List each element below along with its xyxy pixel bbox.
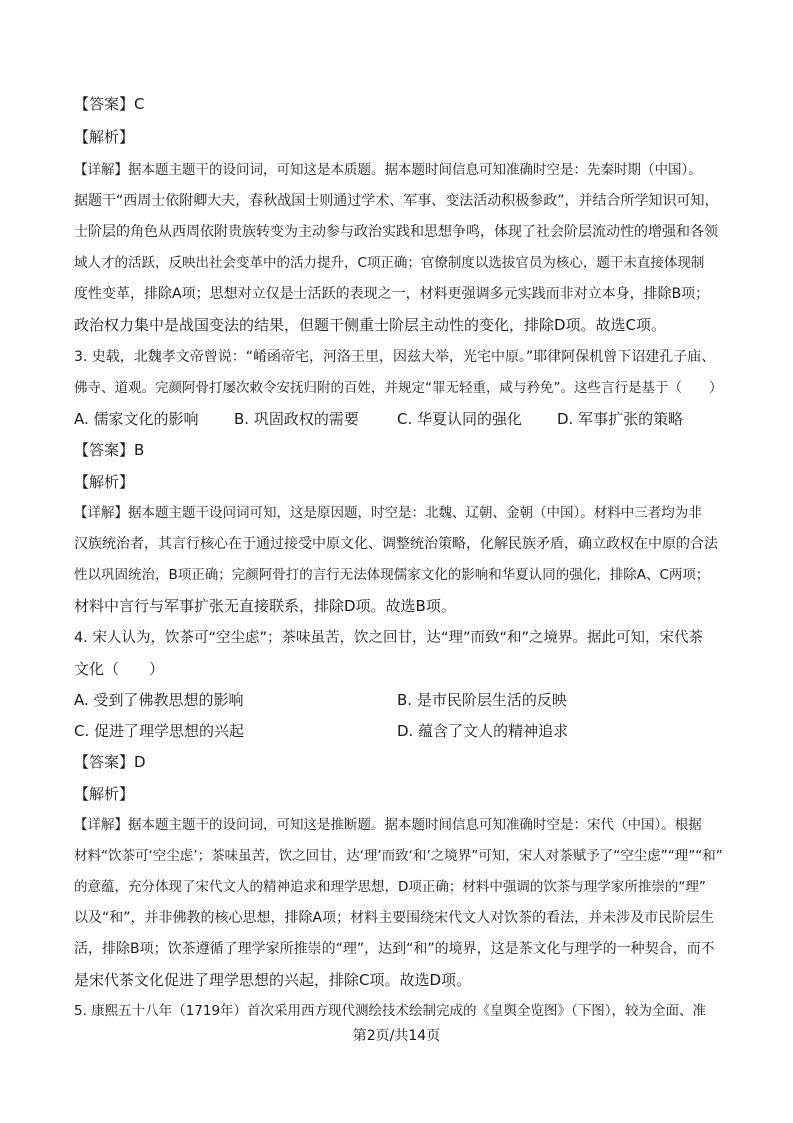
q4-analysis-label: 【解析】	[74, 785, 135, 803]
q2-detail-line: 【详解】据本题主题干的设问词，可知这是本质题。据本题时间信息可知准确时空是：先秦时期（中国）。	[74, 162, 702, 178]
q3-detail-line: 汉族统治者，其言行核心在于通过接受中原文化、调整统治策略，化解民族矛盾，确立政权在中原的合法	[74, 536, 718, 552]
q4-stem-line: 4. 宋人认为，饮茶可“空尘虑”；茶味虽苦，饮之回甘，达“理”而致“和”之境界。据此可知，宋代茶	[74, 630, 704, 646]
q4-detail-line: 活，排除B项；饮茶遵循了理学家所推崇的“理”，达到“和”的境界，这是茶文化与理学的一种契合，而不	[74, 941, 715, 957]
q2-detail-line: 士阶层的角色从西周依附贵族转变为主动参与政治实践和思想争鸣，体现了社会阶层流动性的增强和各领	[74, 224, 718, 240]
q4-option-c: C. 促进了理学思想的兴起	[74, 722, 245, 740]
q2-detail-line: 据题干“西周士依附卿大夫，春秋战国士则通过学术、军事、变法活动积极参政”，并结合所学知识可知，	[74, 193, 719, 209]
q4-detail-line: 是宋代茶文化促进了理学思想的兴起，排除C项。故选D项。	[74, 971, 472, 989]
q3-detail-line: 【详解】据本题主题干设问词可知，这是原因题，时空是：北魏、辽朝、金朝（中国）。材料中三者均为非	[74, 505, 702, 521]
q4-option-d: D. 蕴含了文人的精神追求	[397, 722, 569, 740]
q4-detail-line: 【详解】据本题主题干的设问词，可知这是推断题。据本题时间信息可知准确时空是：宋代（中国）。根据	[74, 817, 702, 833]
q3-option-a: A. 儒家文化的影响	[74, 410, 199, 428]
q3-option-c: C. 华夏认同的强化	[397, 410, 523, 428]
q3-analysis-label: 【解析】	[74, 473, 135, 491]
q4-detail-line: 的意蕴，充分体现了宋代文人的精神追求和理学思想，D项正确；材料中强调的饮茶与理学家所推崇的“理”	[74, 879, 706, 895]
q4-stem-line: 文化（ ）	[74, 660, 165, 678]
q2-analysis-label: 【解析】	[74, 128, 135, 146]
q3-stem-line: 佛寺、道观。完颜阿骨打屡次敕令安抚归附的百姓，并规定“罪无轻重，咸与矜免”。这些言行是基于（ ）	[74, 380, 723, 396]
q3-option-b: B. 巩固政权的需要	[234, 410, 359, 428]
q3-answer: 【答案】B	[74, 441, 145, 459]
q2-detail-line: 政治权力集中是战国变法的结果，但题干侧重士阶层主动性的变化，排除D项。故选C项。	[74, 316, 667, 334]
q4-option-b: B. 是市民阶层生活的反映	[397, 691, 567, 709]
q4-answer: 【答案】D	[74, 753, 146, 771]
q3-option-d: D. 军事扩张的策略	[557, 410, 684, 428]
q2-answer: 【答案】C	[74, 95, 145, 113]
q4-detail-line: 材料“饮茶可‘空尘虑’；茶味虽苦，饮之回甘，达‘理’而致‘和’之境界”可知，宋人对茶赋予了“空尘虑”“理”“和”	[74, 848, 723, 864]
q3-stem-line: 3. 史载，北魏孝文帝曾说：“崤函帝宅，河洛王里，因兹大举，光宅中原。”耶律阿保机曾下诏建孔子庙、	[74, 349, 716, 365]
q3-detail-line: 材料中言行与军事扩张无直接联系，排除D项。故选B项。	[74, 597, 456, 615]
q3-detail-line: 性以巩固统治，B项正确；完颜阿骨打的言行无法体现儒家文化的影响和华夏认同的强化，排除A、C两项；	[74, 567, 710, 583]
q4-detail-line: 以及“和”，并非佛教的核心思想，排除A项；材料主要围绕宋代文人对饮茶的看法，并未涉及市民阶层生	[74, 910, 715, 926]
q2-detail-line: 度性变革，排除A项；思想对立仅是士活跃的表现之一，材料更强调多元实践而非对立本身，排除B项；	[74, 286, 710, 302]
page-footer: 第2页/共14页	[352, 1028, 441, 1044]
q5-stem-line: 5. 康熙五十八年（1719年）首次采用西方现代测绘技术绘制完成的《皇舆全览图》（下图），较为全面、准	[74, 1003, 707, 1019]
q4-option-a: A. 受到了佛教思想的影响	[74, 691, 244, 709]
q2-detail-line: 域人才的活跃，反映出社会变革中的活力提升，C项正确；官僚制度以选拔官员为核心，题干未直接体现制	[74, 255, 705, 271]
